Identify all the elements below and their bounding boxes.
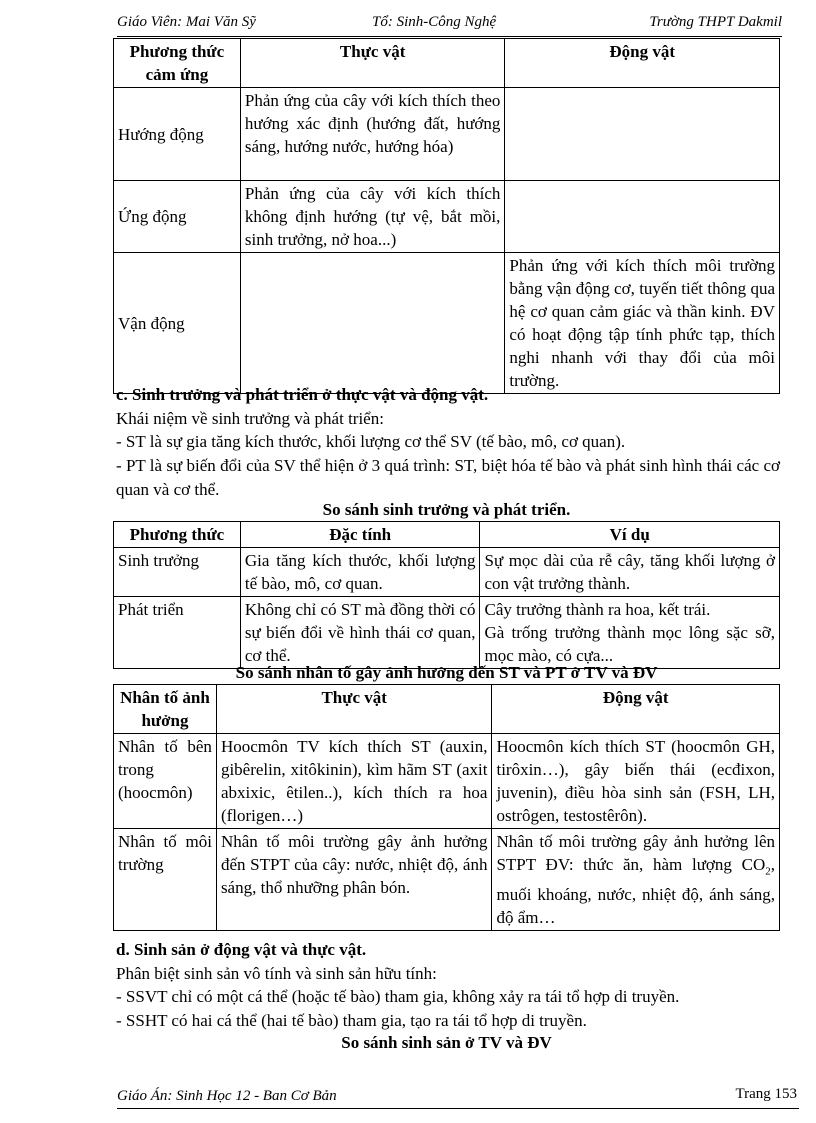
growth-table (113, 521, 780, 669)
header-group: Tổ: Sinh-Công Nghệ (372, 14, 497, 30)
plant-cell: Phản ứng của cây với kích thích không định hướng (tự vệ, bắt mồi, sinh trưởng, nở hoa...) (240, 181, 505, 253)
table-row (114, 829, 780, 931)
row-label: Nhân tố bên trong (hoocmôn) (114, 734, 217, 829)
section-c-title: c. Sinh trưởng và phát triển ở thực vật và động vật. (116, 385, 489, 404)
table-header-cell: Thực vật (216, 685, 492, 734)
table2-title: So sánh sinh trưởng và phát triển. (322, 500, 571, 519)
page-number: Trang 153 (735, 1086, 797, 1102)
table-header-cell: Đặc tính (240, 522, 480, 548)
animal-cell (492, 829, 780, 931)
example-cell: Sự mọc dài của rễ cây, tăng khối lượng ở con vật trưởng thành. (480, 548, 780, 597)
table3-title: So sánh nhân tố gây ảnh hưởng đến ST và PT ở TV và ĐV (235, 663, 658, 682)
animal-cell (505, 88, 780, 181)
table-header-cell: Ví dụ (480, 522, 780, 548)
response-table (113, 38, 780, 394)
section-d-line2: - SSHT có hai cá thể (hai tế bào) tham gia, tạo ra tái tổ hợp di truyền. (116, 1011, 587, 1030)
table-header-cell: Nhân tố ảnh hưởng (114, 685, 217, 734)
section-c-line2: - PT là sự biến đổi của SV thể hiện ở 3 quá trình: ST, biệt hóa tế bào và phát sinh hình thái các cơ quan và cơ thể. (116, 456, 780, 499)
row-label: Vận động (114, 253, 241, 394)
factors-table (113, 684, 780, 931)
plant-cell: Phản ứng của cây với kích thích theo hướng xác định (hướng đất, hướng sáng, hướng nước, hướng hóa) (240, 88, 505, 181)
header-teacher: Giáo Viên: Mai Văn Sỹ (117, 14, 256, 30)
section-d-line1: - SSVT chỉ có một cá thể (hoặc tế bào) tham gia, không xảy ra tái tổ hợp di truyền. (116, 987, 680, 1006)
footer-left: Giáo Án: Sinh Học 12 - Ban Cơ Bản (117, 1088, 337, 1104)
footer-rule (117, 1108, 799, 1109)
table-header-cell: Thực vật (240, 39, 505, 88)
table-header-row (114, 39, 780, 88)
section-d-table-title: So sánh sinh sản ở TV và ĐV (341, 1033, 552, 1052)
section-c-line1: - ST là sự gia tăng kích thước, khối lượng cơ thể SV (tế bào, mô, cơ quan). (116, 432, 626, 451)
animal-text-a: Nhân tố môi trường gây ảnh hưởng lên STPT ĐV: thức ăn, hàm lượng CO (496, 832, 775, 874)
animal-cell: Hoocmôn kích thích ST (hoocmôn GH, tirôxin…), gây biến thái (ecđixon, juvenin), điều hòa sinh sản (FSH, LH, ostrôgen, testostêrôn). (492, 734, 780, 829)
plant-cell: Nhân tố môi trường gây ảnh hưởng đến STPT của cây: nước, nhiệt độ, ánh sáng, thổ nhưỡng phân bón. (216, 829, 492, 931)
row-label: Phát triển (114, 597, 241, 669)
plant-cell: Hoocmôn TV kích thích ST (auxin, gibêrelin, xitôkinin), kìm hãm ST (axit abxixic, êtilen..), kích thích ra hoa (florigen…) (216, 734, 492, 829)
plant-cell (240, 253, 505, 394)
example-cell (480, 597, 780, 669)
table-row (114, 597, 780, 669)
table-row (114, 88, 780, 181)
section-d-intro: Phân biệt sinh sản vô tính và sinh sản hữu tính: (116, 964, 437, 983)
row-label: Nhân tố môi trường (114, 829, 217, 931)
table-row (114, 253, 780, 394)
trait-cell: Gia tăng kích thước, khối lượng tế bào, mô, cơ quan. (240, 548, 480, 597)
row-label: Ứng động (114, 181, 241, 253)
table-header-cell: Phương thức (114, 522, 241, 548)
example-line: Cây trưởng thành ra hoa, kết trái. (484, 600, 711, 619)
table-header-cell: Động vật (492, 685, 780, 734)
table-header-cell: Động vật (505, 39, 780, 88)
animal-cell: Phản ứng với kích thích môi trường bằng vận động cơ, tuyến tiết thông qua hệ cơ quan cảm giác và thần kinh. ĐV có hoạt động tập tính phức tạp, thích nghi nhanh với thay đổi của môi trường. (505, 253, 780, 394)
trait-cell: Không chỉ có ST mà đồng thời có sự biến đổi về hình thái cơ quan, cơ thể. (240, 597, 480, 669)
table-row (114, 548, 780, 597)
header-rule (117, 36, 782, 37)
header-school: Trường THPT Dakmil (649, 14, 782, 30)
animal-text-b: , muối khoáng, nước, nhiệt độ, ánh sáng, độ ẩm… (496, 855, 775, 928)
section-c-intro: Khái niệm về sinh trưởng và phát triển: (116, 409, 384, 428)
row-label: Sinh trưởng (114, 548, 241, 597)
table-header-row (114, 522, 780, 548)
table-header-cell: Phương thức cảm ứng (114, 39, 241, 88)
subscript: 2 (765, 865, 771, 878)
table-row (114, 181, 780, 253)
row-label: Hướng động (114, 88, 241, 181)
animal-cell (505, 181, 780, 253)
table-header-row (114, 685, 780, 734)
section-d-title: d. Sinh sản ở động vật và thực vật. (116, 940, 367, 959)
page-header (117, 12, 782, 34)
example-line: Gà trống trưởng thành mọc lông sặc sỡ, mọc mào, có cựa... (484, 623, 775, 665)
table-row (114, 734, 780, 829)
